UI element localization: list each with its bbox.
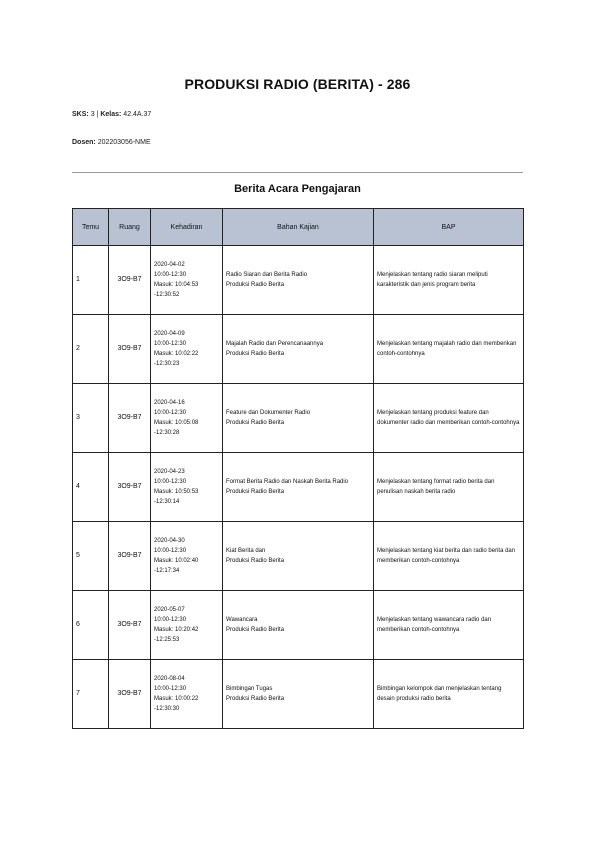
kehadiran-line: 2020-04-02 xyxy=(154,262,185,268)
bahan-kajian-line: Wawancara xyxy=(226,617,258,623)
dosen-value: 202203056-NME xyxy=(97,139,151,146)
kehadiran-line: Masuk: 10:05:08 xyxy=(154,420,199,426)
bahan-kajian-line: Majalah Radio dan Perencanaannya xyxy=(226,341,324,347)
kehadiran-cell xyxy=(151,591,223,660)
temu-cell: 3 xyxy=(73,384,109,453)
ruang-cell: 3O9-B7 xyxy=(109,315,151,384)
table-row xyxy=(73,246,524,315)
ruang-cell: 3O9-B7 xyxy=(109,384,151,453)
ruang-cell: 3O9-B7 xyxy=(109,246,151,315)
column-header-temu: Temu xyxy=(73,209,109,246)
kelas-label: Kelas: xyxy=(100,111,122,118)
temu-cell: 2 xyxy=(73,315,109,384)
bahan-kajian-line: Produksi Radio Berita xyxy=(226,627,285,633)
temu-cell: 4 xyxy=(73,453,109,522)
kehadiran-line: Masuk: 10:02:22 xyxy=(154,351,199,357)
ruang-cell: 3O9-B7 xyxy=(109,453,151,522)
column-header-ruang: Ruang xyxy=(109,209,151,246)
kehadiran-line: -12:30:28 xyxy=(154,430,180,436)
bahan-kajian-line: Radio Siaran dan Berita Radio xyxy=(226,272,308,278)
temu-cell: 7 xyxy=(73,660,109,729)
kehadiran-cell xyxy=(151,315,223,384)
bahan-kajian-line: Produksi Radio Berita xyxy=(226,282,285,288)
bap-cell: Bimbingan kelompok dan menjelaskan tentang desain produksi radio berita xyxy=(374,660,524,729)
divider xyxy=(72,172,523,173)
kehadiran-line: 2020-04-16 xyxy=(154,400,185,406)
temu-cell: 5 xyxy=(73,522,109,591)
temu-cell: 1 xyxy=(73,246,109,315)
kehadiran-line: 10:00-12:30 xyxy=(154,341,187,347)
kehadiran-line: -12:30:23 xyxy=(154,361,180,367)
kehadiran-line: 10:00-12:30 xyxy=(154,686,187,692)
kehadiran-line: -12:25:53 xyxy=(154,637,180,643)
table-row xyxy=(73,384,524,453)
bahan-kajian-line: Format Berita Radio dan Naskah Berita Radio xyxy=(226,479,349,485)
bahan-kajian-line: Produksi Radio Berita xyxy=(226,558,285,564)
column-header-kehadiran: Kehadiran xyxy=(151,209,223,246)
bahan-kajian-line: Produksi Radio Berita xyxy=(226,696,285,702)
bap-table xyxy=(72,208,524,729)
bap-cell: Menjelaskan tentang kiat berita dan radio berita dan memberikan contoh-contohnya xyxy=(374,522,524,591)
bahan-kajian-line: Produksi Radio Berita xyxy=(226,489,285,495)
kehadiran-line: Masuk: 10:04:53 xyxy=(154,282,199,288)
document-title: PRODUKSI RADIO (BERITA) - 286 xyxy=(184,76,411,92)
separator: | xyxy=(96,111,99,118)
bap-cell: Menjelaskan tentang format radio berita dan penulisan naskah berita radio xyxy=(374,453,524,522)
bahan-kajian-cell xyxy=(223,246,374,315)
bap-cell: Menjelaskan tentang radio siaran meliputi karakteristik dan jenis program berita xyxy=(374,246,524,315)
kehadiran-cell xyxy=(151,246,223,315)
bahan-kajian-cell xyxy=(223,660,374,729)
table-row xyxy=(73,453,524,522)
kehadiran-cell xyxy=(151,522,223,591)
kehadiran-line: 10:00-12:30 xyxy=(154,479,187,485)
course-info xyxy=(72,111,151,118)
ruang-cell: 3O9-B7 xyxy=(109,522,151,591)
kehadiran-line: 10:00-12:30 xyxy=(154,548,187,554)
kehadiran-line: -12:17:34 xyxy=(154,568,180,574)
table-row xyxy=(73,660,524,729)
kehadiran-line: Masuk: 10:50:53 xyxy=(154,489,199,495)
bahan-kajian-cell xyxy=(223,453,374,522)
bap-cell: Menjelaskan tentang wawancara radio dan memberikan contoh-contohnya xyxy=(374,591,524,660)
bahan-kajian-cell xyxy=(223,522,374,591)
ruang-cell: 3O9-B7 xyxy=(109,660,151,729)
lecturer-info xyxy=(72,139,151,146)
table-row xyxy=(73,315,524,384)
ruang-cell: 3O9-B7 xyxy=(109,591,151,660)
kehadiran-line: 2020-08-04 xyxy=(154,676,185,682)
bahan-kajian-line: Kiat Berita dan xyxy=(226,548,266,554)
sks-label: SKS: xyxy=(72,111,89,118)
bap-cell: Menjelaskan tentang produksi feature dan dokumenter radio dan memberikan contoh-contohnya xyxy=(374,384,524,453)
kehadiran-cell xyxy=(151,660,223,729)
kehadiran-line: 10:00-12:30 xyxy=(154,272,187,278)
section-title: Berita Acara Pengajaran xyxy=(234,183,361,195)
table-row xyxy=(73,591,524,660)
bahan-kajian-cell xyxy=(223,384,374,453)
kehadiran-line: 2020-05-07 xyxy=(154,607,185,613)
kehadiran-cell xyxy=(151,384,223,453)
kehadiran-line: 2020-04-09 xyxy=(154,331,185,337)
bap-cell: Menjelaskan tentang majalah radio dan memberikan contoh-contohnya xyxy=(374,315,524,384)
bahan-kajian-line: Produksi Radio Berita xyxy=(226,351,285,357)
kehadiran-cell xyxy=(151,453,223,522)
kehadiran-line: -12:30:52 xyxy=(154,292,180,298)
dosen-label: Dosen: xyxy=(72,139,96,146)
bahan-kajian-line: Bimbingan Tugas xyxy=(226,686,273,692)
kehadiran-line: 10:00-12:30 xyxy=(154,410,187,416)
kehadiran-line: -12:30:30 xyxy=(154,706,180,712)
table-row xyxy=(73,522,524,591)
bahan-kajian-cell xyxy=(223,315,374,384)
bahan-kajian-line: Produksi Radio Berita xyxy=(226,420,285,426)
kehadiran-line: 10:00-12:30 xyxy=(154,617,187,623)
sks-value: 3 xyxy=(90,111,95,118)
kehadiran-line: 2020-04-30 xyxy=(154,538,185,544)
temu-cell: 6 xyxy=(73,591,109,660)
column-header-bahan-kajian: Bahan Kajian xyxy=(223,209,374,246)
kehadiran-line: 2020-04-23 xyxy=(154,469,185,475)
bahan-kajian-cell xyxy=(223,591,374,660)
kehadiran-line: Masuk: 10:02:40 xyxy=(154,558,199,564)
column-header-bap: BAP xyxy=(374,209,524,246)
kehadiran-line: Masuk: 10:00:22 xyxy=(154,696,199,702)
kehadiran-line: Masuk: 10:20:42 xyxy=(154,627,199,633)
kehadiran-line: -12:30:14 xyxy=(154,499,180,505)
table-header-row xyxy=(73,209,524,246)
bahan-kajian-line: Feature dan Dokumenter Radio xyxy=(226,410,311,416)
kelas-value: 42.4A.37 xyxy=(123,111,152,118)
